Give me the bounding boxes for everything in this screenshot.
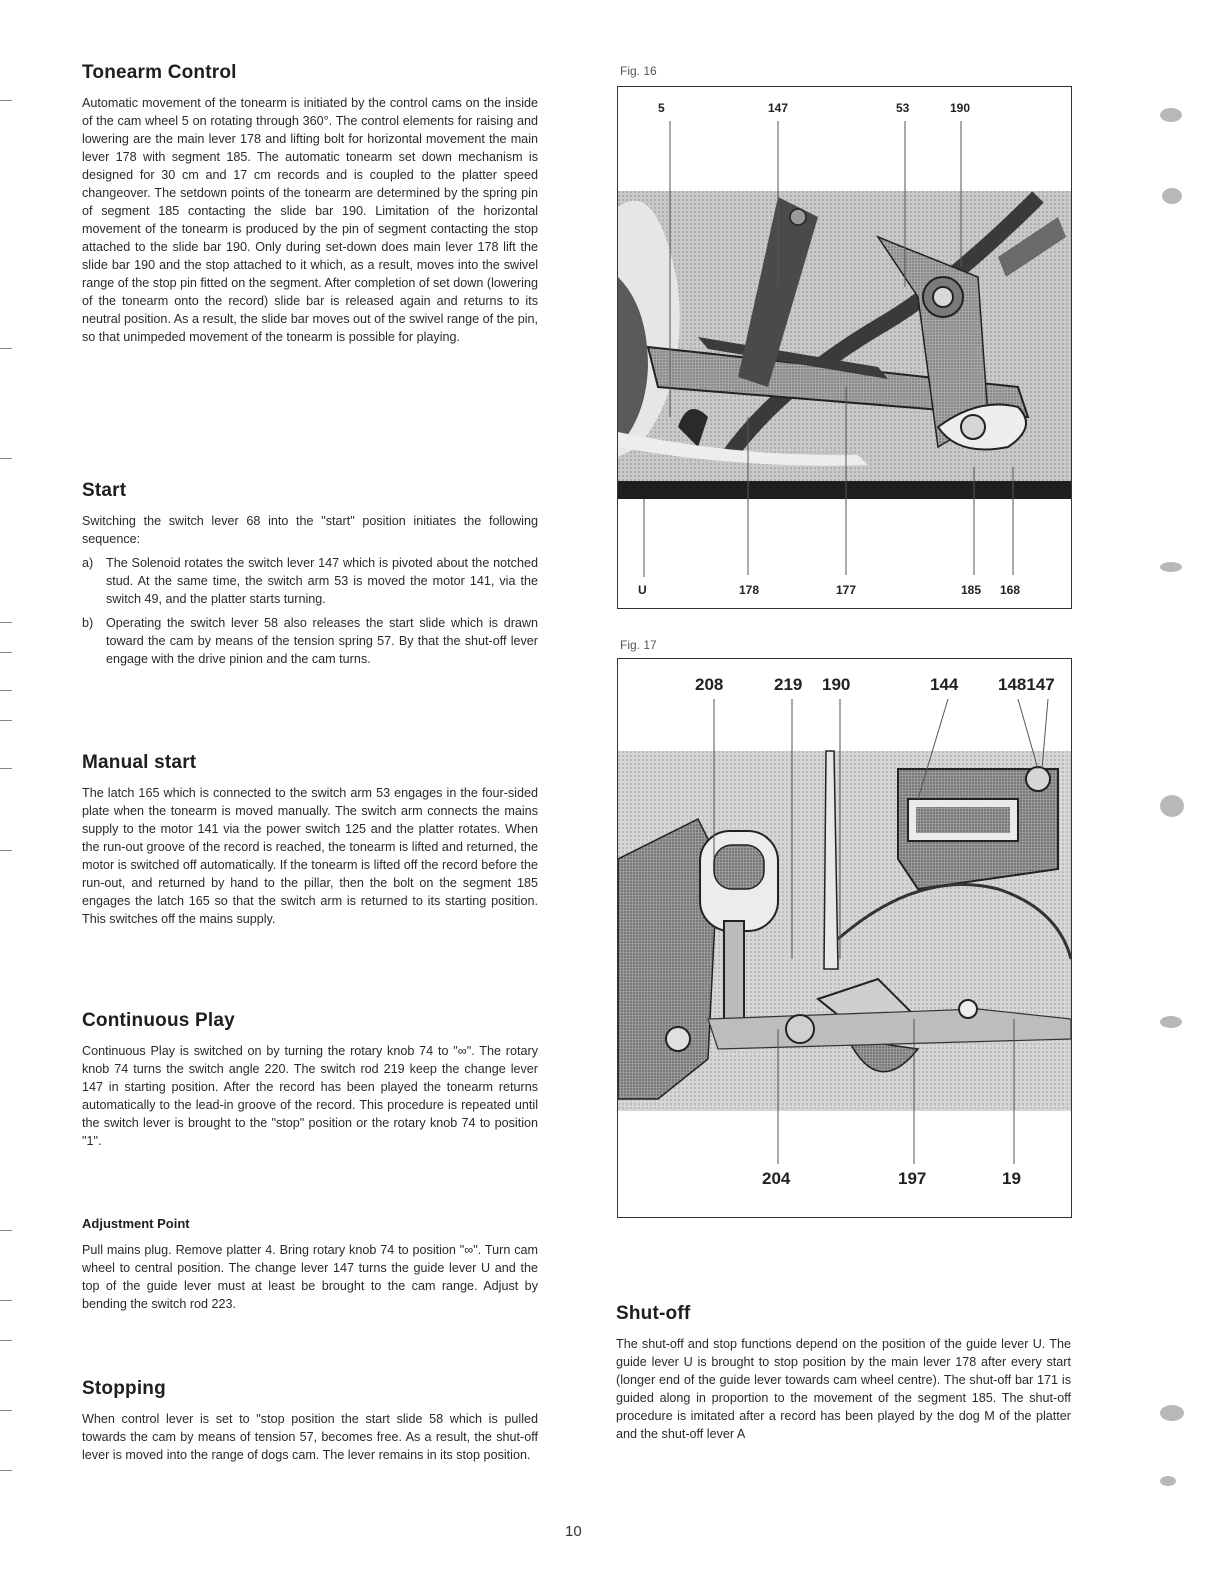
paragraph-adjustment-point: Pull mains plug. Remove platter 4. Bring rotary knob 74 to position "∞". Turn cam wheel to central position. The change lever 147 turns the guide lever U and the top of the guide lever must at least be brought to the cam range. Adjust by bending the switch rod 223. [82,1243,538,1311]
fig17-label-top: 219 [774,675,803,694]
fig17-drawing [618,659,1071,1217]
heading-start: Start [82,480,127,501]
fig17-illustration [617,658,1072,1218]
heading-continuous-play: Continuous Play [82,1010,235,1031]
fig17-label-top: 208 [695,675,724,694]
section-continuous-play [82,1010,538,1150]
fig16-label-bottom: 168 [1000,583,1021,597]
fig16-caption: Fig. 16 [620,64,657,78]
paragraph-tonearm-control: Automatic movement of the tonearm is initiated by the control cams on the inside of the cam wheel 5 on rotating through 360°. The control elements for raising and lowering are the main lever 178 and lifting bolt for horizontal movement the main lever 178 with segment 185. The automatic tonearm set down mechanism is designed for 30 cm and 17 cm records and is coupled to the platter speed changeover. The setdown points of the tonearm are determined by the spring pin of segment 185 contacting the slide bar 190. Limitation of the horizontal movement of the tonearm is produced by the pin of segment contacting the stop attached to the slide bar 190. Only during set-down does main lever 178 lift the slide bar 190 and the stop attached to it which, as a result, moves into the swivel range of the stop pin fitted on the segment. After completion of set down (lowering of the tonearm onto the record) slide bar is released again and returns to its neutral position. As a result, the slide bar moves out of the swivel range of the pin, so that unimpeded movement of the tonearm is possible for playing. [82,96,538,344]
paragraph-manual-start: The latch 165 which is connected to the switch arm 53 engages in the four-sided plate when the tonearm is moved manually. The switch arm connects the mains supply to the motor 141 via the power switch 125 and the platter rotates. When the run-out groove of the record is reached, the tonearm is lifted and returned, the motor is switched off automatically. If the tonearm is lifted off the record before the run-out, and returned by hand to the pillar, then the bolt on the segment 185 engages the latch 165 so that the switch arm is returned to its starting position. This switches off the mains supply. [82,786,538,926]
list-text: Operating the switch lever 58 also releases the start slide which is drawn toward the cam by means of the tension spring 57. By that the shut-off lever engage with the drive pinion and the cam turns. [106,616,538,666]
fig16-label-top: 53 [896,101,910,115]
page-number: 10 [565,1523,582,1540]
fig16-illustration [617,86,1072,609]
heading-shut-off: Shut-off [616,1303,691,1324]
list-text: The Solenoid rotates the switch lever 147 which is pivoted about the notched stud. At the same time, the switch arm 53 is moved the motor 141, via the switch 49, and the platter starts turning. [106,556,538,606]
fig17-label-bottom: 204 [762,1169,791,1188]
fig16-label-bottom: 177 [836,583,857,597]
heading-tonearm-control: Tonearm Control [82,62,237,83]
fig17-label-bottom: 197 [898,1169,927,1188]
list-marker: a) [82,556,94,570]
list-item [82,554,538,608]
start-sequence-list [82,554,538,668]
heading-manual-start: Manual start [82,752,197,773]
section-tonearm-control [82,62,538,346]
fig17-label-top: 148147 [998,675,1055,694]
heading-stopping: Stopping [82,1378,166,1399]
fig16-label-top: 5 [658,101,665,115]
paragraph-start-intro: Switching the switch lever 68 into the "start" position initiates the following sequence: [82,514,538,546]
list-marker: b) [82,616,94,630]
heading-adjustment-point: Adjustment Point [82,1216,190,1231]
section-stopping [82,1378,538,1464]
fig16-drawing [618,87,1071,608]
fig17-caption: Fig. 17 [620,638,657,652]
fig17-label-bottom: 19 [1002,1169,1021,1188]
list-item [82,614,538,668]
fig16-label-bottom: 185 [961,583,982,597]
fig16-label-bottom: 178 [739,583,760,597]
fig16-label-top: 190 [950,101,971,115]
paragraph-stopping: When control lever is set to "stop position the start slide 58 which is pulled towards the cam by means of tension 57, becomes free. As a result, the shut-off lever is moved into the range of dogs cam. The lever remains in its stop position. [82,1412,538,1462]
fig17-label-top: 190 [822,675,851,694]
section-adjustment-point [82,1216,538,1313]
paragraph-continuous-play: Continuous Play is switched on by turning the rotary knob 74 to "∞". The rotary knob 74 turns the switch angle 220. The switch rod 219 keep the change lever 147 in starting position. After the record has been played the tonearm returns automatically to the lead-in groove of the record. This procedure is repeated until the switch lever is brought to the "stop" position or the rotary knob 74 to position "1". [82,1044,538,1148]
section-start [82,480,538,674]
paragraph-shut-off: The shut-off and stop functions depend on the position of the guide lever U. The guide lever U is brought to stop position by the main lever 178 after every start (longer end of the guide lever towards cam wheel centre). The shut-off bar 171 is guided along in proportion to the movement of the segment 185. The shut-off procedure is imitated after a record has been played by the dog M of the platter and the shut-off lever A [616,1337,1071,1441]
fig17-label-top: 144 [930,675,959,694]
fig16-label-top: 147 [768,101,789,115]
section-shut-off [616,1303,1071,1443]
fig16-label-bottom: U [638,583,647,597]
section-manual-start [82,752,538,928]
